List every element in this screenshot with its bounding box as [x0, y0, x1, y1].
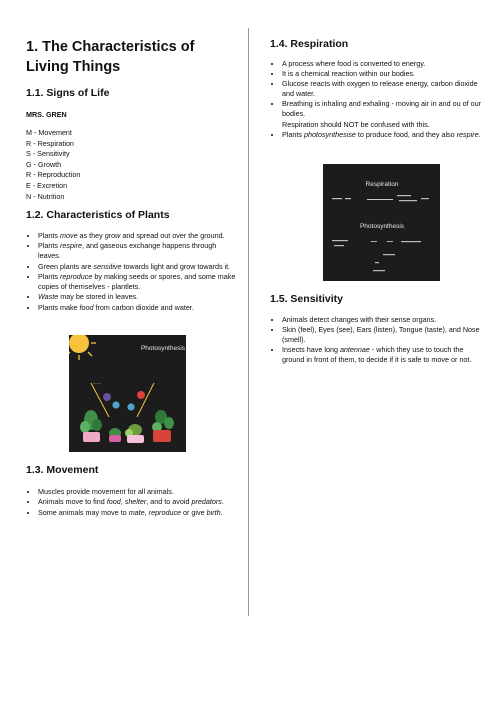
respiration-image-title: Respiration: [365, 181, 399, 188]
signs-list: [26, 128, 80, 202]
page-title: [26, 37, 194, 77]
photosynthesis-equation: [332, 240, 421, 271]
list-item: S - Sensitivity: [26, 149, 70, 159]
list-item: • Breathing is inhaling and exhaling - moving air in and ou of our bodies. Respiration should NOT be confused with this.: [282, 99, 487, 129]
list-item: • Plants respire, and gaseous exchange happens through leaves.: [38, 241, 238, 261]
plants-list: [26, 231, 238, 313]
svg-text:~~~~: ~~~~: [93, 382, 102, 386]
list-item: G - Growth: [26, 159, 62, 169]
sun-icon: [69, 335, 96, 360]
list-item: • Plants photosynthesise to produce food, and they also respire.: [282, 130, 487, 140]
respiration-equation: [332, 195, 429, 201]
sunlight-arrows: [91, 383, 154, 417]
list-item: • Waste may be stored in leaves.: [38, 292, 238, 302]
list-item: • Plants make food from carbon dioxide and water.: [38, 303, 238, 313]
list-item: • Plants move as they grow and spread out over the ground.: [38, 231, 238, 241]
heading-characteristics-of-plants: 1.2. Characteristics of Plants: [26, 209, 170, 221]
list-item: • Plants reproduce by making seeds or spores, and some make copies of themselves - plantlets.: [38, 272, 238, 292]
molecule-icons: [103, 391, 145, 411]
heading-signs-of-life: 1.1. Signs of Life: [26, 87, 110, 99]
list-item: • Animals detect changes with their sense organs.: [282, 315, 487, 325]
list-item: • Muscles provide movement for all animals.: [38, 487, 238, 497]
column-divider: [248, 28, 249, 616]
photosynthesis-svg: [69, 335, 186, 452]
page-title-line1: 1. The Characteristics of: [26, 39, 195, 55]
heading-movement: 1.3. Movement: [26, 464, 99, 476]
photosynthesis-equation-title: Photosynthesis: [359, 223, 405, 230]
list-item: M - Movement: [26, 128, 72, 137]
equations-svg: [323, 164, 440, 281]
list-item: • Insects have long antennae - which they use to touch the ground in front of them, to decide if it is safe to move or not.: [282, 345, 487, 365]
photosynthesis-illustration: [69, 335, 186, 452]
heading-sensitivity: 1.5. Sensitivity: [270, 293, 343, 305]
equations-image: [323, 164, 440, 281]
respiration-list: [270, 59, 487, 140]
list-item: • Glucose reacts with oxygen to release energy, carbon dioxide and water.: [282, 79, 487, 99]
list-item: • Green plants are sensitive towards light and grow towards it.: [38, 262, 238, 272]
mnemonic: MRS. GREN: [26, 110, 67, 119]
list-item: • Skin (feel), Eyes (see), Ears (listen), Tongue (taste), and Nose (smell).: [282, 325, 487, 345]
list-item: • A process where food is converted to energy.: [282, 59, 487, 69]
sensitivity-list: [270, 315, 487, 365]
photosynthesis-image-title: Photosynthesis: [140, 345, 186, 352]
list-item: • It is a chemical reaction within our bodies.: [282, 69, 487, 79]
list-item: R - Reproduction: [26, 170, 81, 180]
list-item: • Some animals may move to mate, reproduce or give birth.: [38, 508, 238, 518]
list-item: N - Nutrition: [26, 191, 65, 201]
list-item: • Animals move to find food, shelter, and to avoid predators.: [38, 497, 238, 507]
page-title-line2: Living Things: [26, 59, 121, 75]
heading-respiration: 1.4. Respiration: [270, 38, 349, 50]
movement-list: [26, 487, 238, 518]
list-item: R - Respiration: [26, 138, 74, 148]
plant-pots-icon: [80, 410, 174, 443]
list-item: E - Excretion: [26, 180, 68, 190]
